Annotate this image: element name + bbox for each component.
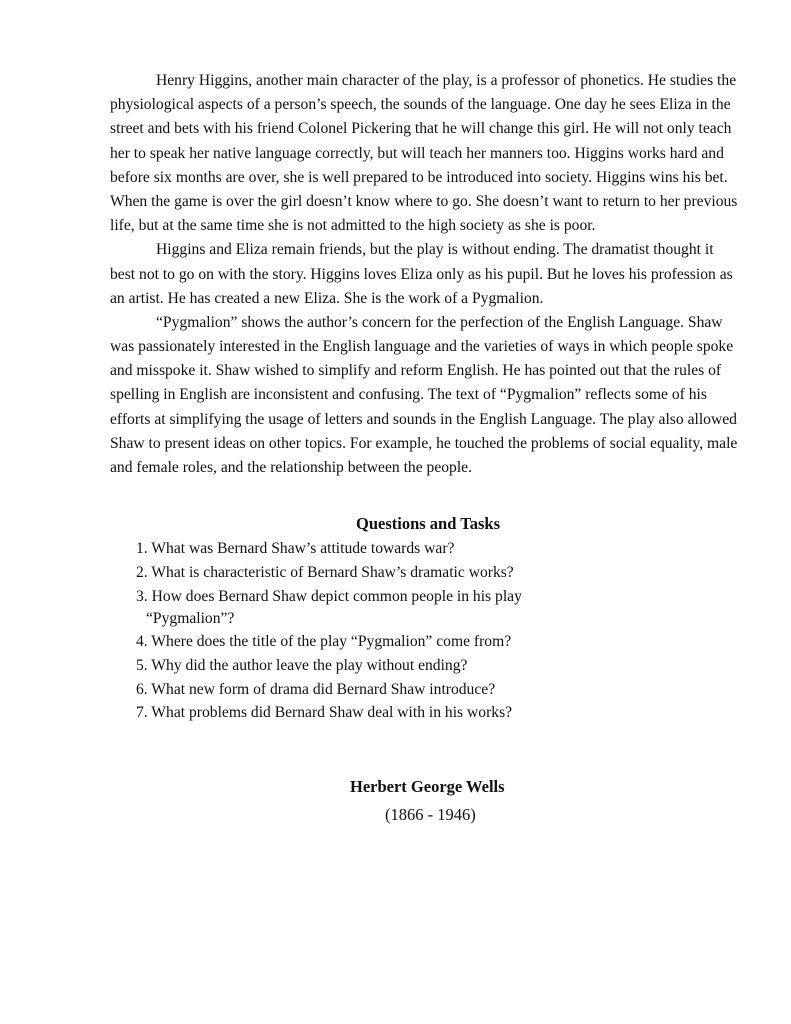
question-item: 3. How does Bernard Shaw depict common people in his play	[136, 588, 522, 605]
paragraph-pygmalion	[110, 311, 738, 480]
text-line: and female roles, and the relationship between the people.	[110, 459, 472, 476]
paragraph-higgins	[110, 69, 738, 238]
questions-heading: Questions and Tasks	[356, 514, 500, 533]
text-line: When the game is over the girl doesn’t know where to go. She doesn’t want to return to her previous	[110, 192, 738, 210]
question-item: 6. What new form of drama did Bernard Shaw introduce?	[136, 681, 496, 698]
section-years: (1866 - 1946)	[385, 805, 476, 824]
text-line: physiological aspects of a person’s speech, the sounds of the language. One day he sees Eliza in the	[110, 96, 731, 114]
text-line: best not to go on with the story. Higgins loves Eliza only as his pupil. But he loves his profession as	[110, 265, 733, 283]
text-line: before six months are over, she is well prepared to be introduced into society. Higgins wins his bet.	[110, 168, 728, 186]
text-line: Shaw to present ideas on other topics. For example, he touched the problems of social equality, male	[110, 434, 738, 452]
text-line: Henry Higgins, another main character of the play, is a professor of phonetics. He studies the	[156, 72, 737, 89]
question-item: 5. Why did the author leave the play without ending?	[136, 657, 468, 674]
question-item: 2. What is characteristic of Bernard Shaw’s dramatic works?	[136, 564, 514, 581]
question-item: 1. What was Bernard Shaw’s attitude towards war?	[136, 540, 455, 557]
body-text	[110, 69, 738, 480]
text-line: street and bets with his friend Colonel Pickering that he will change this girl. He will not only teach	[110, 120, 732, 138]
section-title: Herbert George Wells	[350, 777, 505, 796]
text-line: “Pygmalion” shows the author’s concern for the perfection of the English Language. Shaw	[156, 313, 723, 331]
text-line: her to speak her native language correctly, but will teach her manners too. Higgins works hard and	[110, 144, 724, 162]
text-line: life, but at the same time she is not admitted to the high society as she is poor.	[110, 217, 596, 235]
question-item: 4. Where does the title of the play “Pygmalion” come from?	[136, 633, 512, 650]
text-line: Higgins and Eliza remain friends, but the play is without ending. The dramatist thought it	[156, 241, 714, 259]
text-line: efforts at simplifying the usage of letters and sounds in the English Language. The play also allowed	[110, 410, 737, 428]
paragraph-friends	[110, 238, 733, 311]
text-line: spelling in English are inconsistent and confusing. The text of “Pygmalion” reflects some of his	[110, 386, 707, 404]
question-item-continuation: “Pygmalion”?	[146, 610, 235, 627]
text-line: was passionately interested in the English language and the varieties of ways in which people spoke	[110, 338, 734, 356]
text-line: and misspoke it. Shaw wished to simplify and reform English. He has pointed out that the rules of	[110, 362, 722, 380]
question-item: 7. What problems did Bernard Shaw deal with in his works?	[136, 704, 513, 721]
text-line: an artist. He has created a new Eliza. She is the work of a Pygmalion.	[110, 289, 544, 307]
